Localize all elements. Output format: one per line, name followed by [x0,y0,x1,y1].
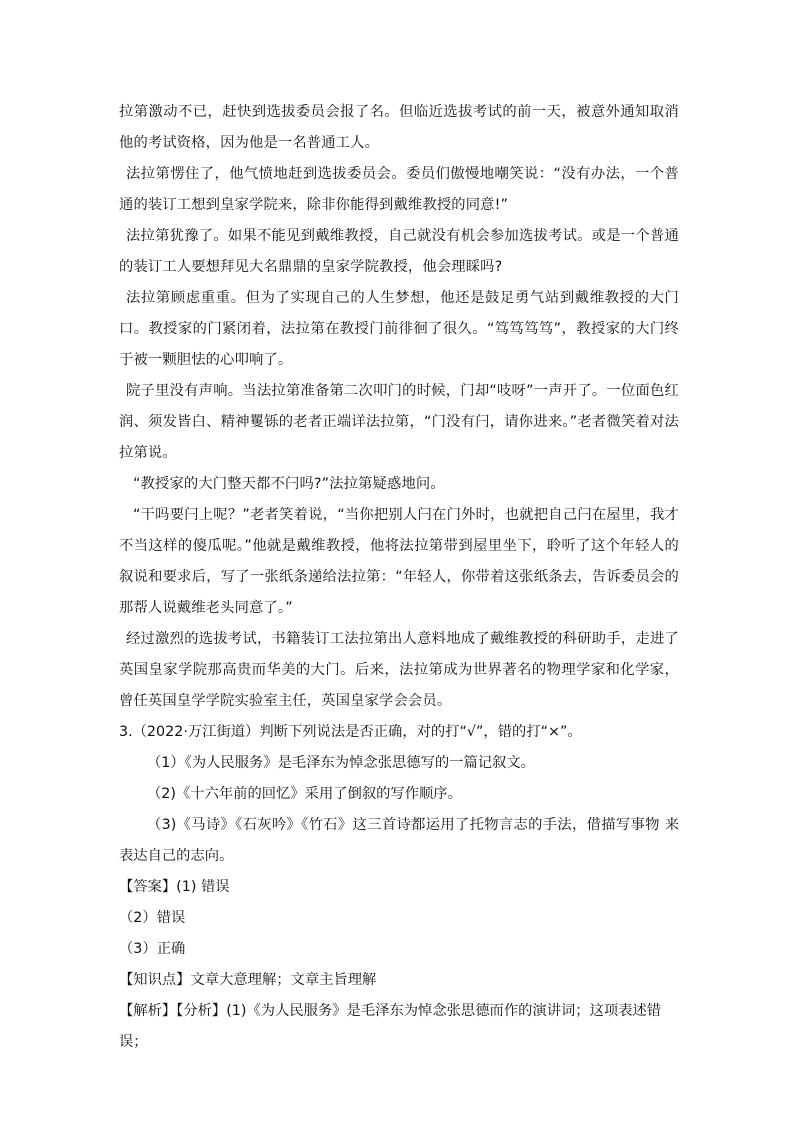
question-stem: 3.（2022·万江街道）判断下列说法是否正确，对的打“√”，错的打“×”。 [119,724,582,740]
story-paragraph-8: 经过激烈的选拔考试，书籍装订工法拉第出人意料地成了戴维教授的科研助手，走进了英国皇家学院那高贵而华美的大门。后来，法拉第成为世界著名的物理学家和化学家，曾任英国皇学学院实验室主任，英国皇家学会会员。 [119,631,679,709]
story-paragraph-5: 院子里没有声响。当法拉第准备第二次叩门的时候，门却“吱呀”一声开了。一位面色红润、须发皆白、精神矍铄的老者正端详法拉第，“门没有闩，请你进来。”老者微笑着对法拉第说。 [119,383,679,461]
story-paragraph-7: “干吗要闩上呢？”老者笑着说，“当你把别人闩在门外时，也就把自己闩在屋里，我才不当这样的傻瓜呢。”他就是戴维教授，他将法拉第带到屋里坐下，聆听了这个年轻人的叙说和要求后，写了一张纸条递给法拉第：“年轻人，你带着这张纸条去，告诉委员会的那帮人说戴维老头同意了。” [119,507,679,616]
knowledge-point: 【知识点】文章大意理解；文章主旨理解 [119,972,377,988]
answer-line-2: （2）错误 [119,910,186,926]
document-body [119,97,679,1058]
story-paragraph-1: 拉第激动不已，赶快到选拔委员会报了名。但临近选拔考试的前一天，被意外通知取消他的考试资格，因为他是一名普通工人。 [119,104,679,151]
analysis-line: 【解析】【分析】(1)《为人民服务》是毛泽东为悼念张思德而作的演讲词；这项表述错误； [119,1003,662,1050]
answer-line-1: 【答案】(1) 错误 [119,879,230,895]
question-item-1: （1）《为人民服务》是毛泽东为悼念张思德写的一篇记叙文。 [147,755,535,771]
story-paragraph-2: 法拉第愣住了，他气愤地赶到选拔委员会。委员们傲慢地嘲笑说：“没有办法，一个普通的装订工想到皇家学院来，除非你能得到戴维教授的同意!” [119,166,679,213]
story-paragraph-6: “教授家的大门整天都不闩吗?”法拉第疑惑地问。 [133,476,445,492]
story-paragraph-3: 法拉第犹豫了。如果不能见到戴维教授，自己就没有机会参加选拔考试。或是一个普通的装订工人要想拜见大名鼎鼎的皇家学院教授，他会理睬吗? [119,228,679,275]
question-item-2: （2)《十六年前的回忆》采用了倒叙的写作顺序。 [147,786,462,802]
question-item-3: （3)《马诗》《石灰吟》《竹石》这三首诗都运用了托物言志的手法，借描写事物 来表达自己的志向。 [119,817,679,864]
answer-line-3: （3）正确 [119,941,186,957]
story-paragraph-4: 法拉第顾虑重重。但为了实现自己的人生梦想，他还是鼓足勇气站到戴维教授的大门口。教授家的门紧闭着，法拉第在教授门前徘徊了很久。“笃笃笃笃”，教授家的大门终于被一颗胆怯的心叩响了。 [119,290,679,368]
